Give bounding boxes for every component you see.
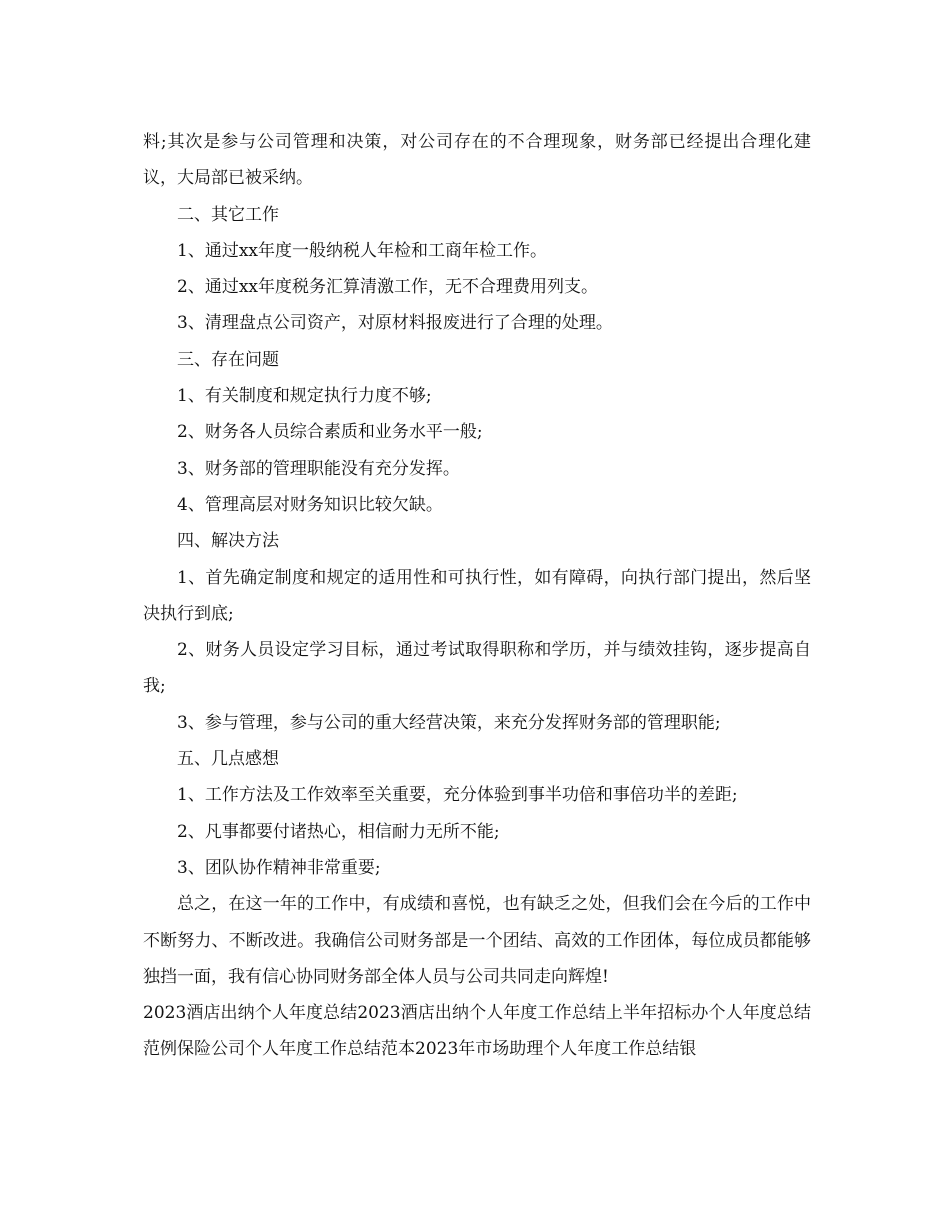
section-heading-thoughts: 五、几点感想 [177, 749, 279, 770]
related-articles-text: 2023酒店出纳个人年度总结2023酒店出纳个人年度工作总结上半年招标办个人年度总结范例保险公司个人年度工作总结范本2023年市场助理个人年度工作总结银 [143, 1003, 811, 1060]
document-body [143, 124, 811, 1068]
list-item: 1、首先确定制度和规定的适用性和可执行性，如有障碍，向执行部门提出，然后坚决执行到底; [143, 567, 811, 624]
list-item: 2、凡事都要付诸热心，相信耐力无所不能; [177, 821, 500, 842]
list-item: 2、财务人员设定学习目标，通过考试取得职称和学历，并与绩效挂钩，逐步提高自我; [143, 640, 811, 697]
list-item: 1、工作方法及工作效率至关重要，充分体验到事半功倍和事倍功半的差距; [177, 785, 738, 806]
list-item: 1、通过xx年度一般纳税人年检和工商年检工作。 [177, 240, 547, 261]
section-heading-solutions: 四、解决方法 [177, 531, 279, 552]
list-item: 3、团队协作精神非常重要; [177, 857, 381, 878]
list-item: 3、财务部的管理职能没有充分发挥。 [177, 458, 460, 479]
list-item: 4、管理高层对财务知识比较欠缺。 [177, 494, 443, 515]
section-heading-problems: 三、存在问题 [177, 349, 279, 370]
section-heading-other-work: 二、其它工作 [177, 204, 279, 225]
list-item: 2、财务各人员综合素质和业务水平一般; [177, 422, 483, 443]
paragraph: 料;其次是参与公司管理和决策，对公司存在的不合理现象，财务部已经提出合理化建议，大局部已被采纳。 [143, 132, 811, 189]
list-item: 3、参与管理，参与公司的重大经营决策，来充分发挥财务部的管理职能; [177, 712, 721, 733]
list-item: 2、通过xx年度税务汇算清激工作，无不合理费用列支。 [177, 277, 598, 298]
list-item: 3、清理盘点公司资产，对原材料报废进行了合理的处理。 [177, 313, 613, 334]
list-item: 1、有关制度和规定执行力度不够; [177, 386, 432, 407]
conclusion-paragraph: 总之，在这一年的工作中，有成绩和喜悦，也有缺乏之处，但我们会在今后的工作中不断努力、不断改进。我确信公司财务部是一个团结、高效的工作团体，每位成员都能够独挡一面，我有信心协同财务部全体人员与公司共同走向辉煌! [143, 894, 811, 987]
